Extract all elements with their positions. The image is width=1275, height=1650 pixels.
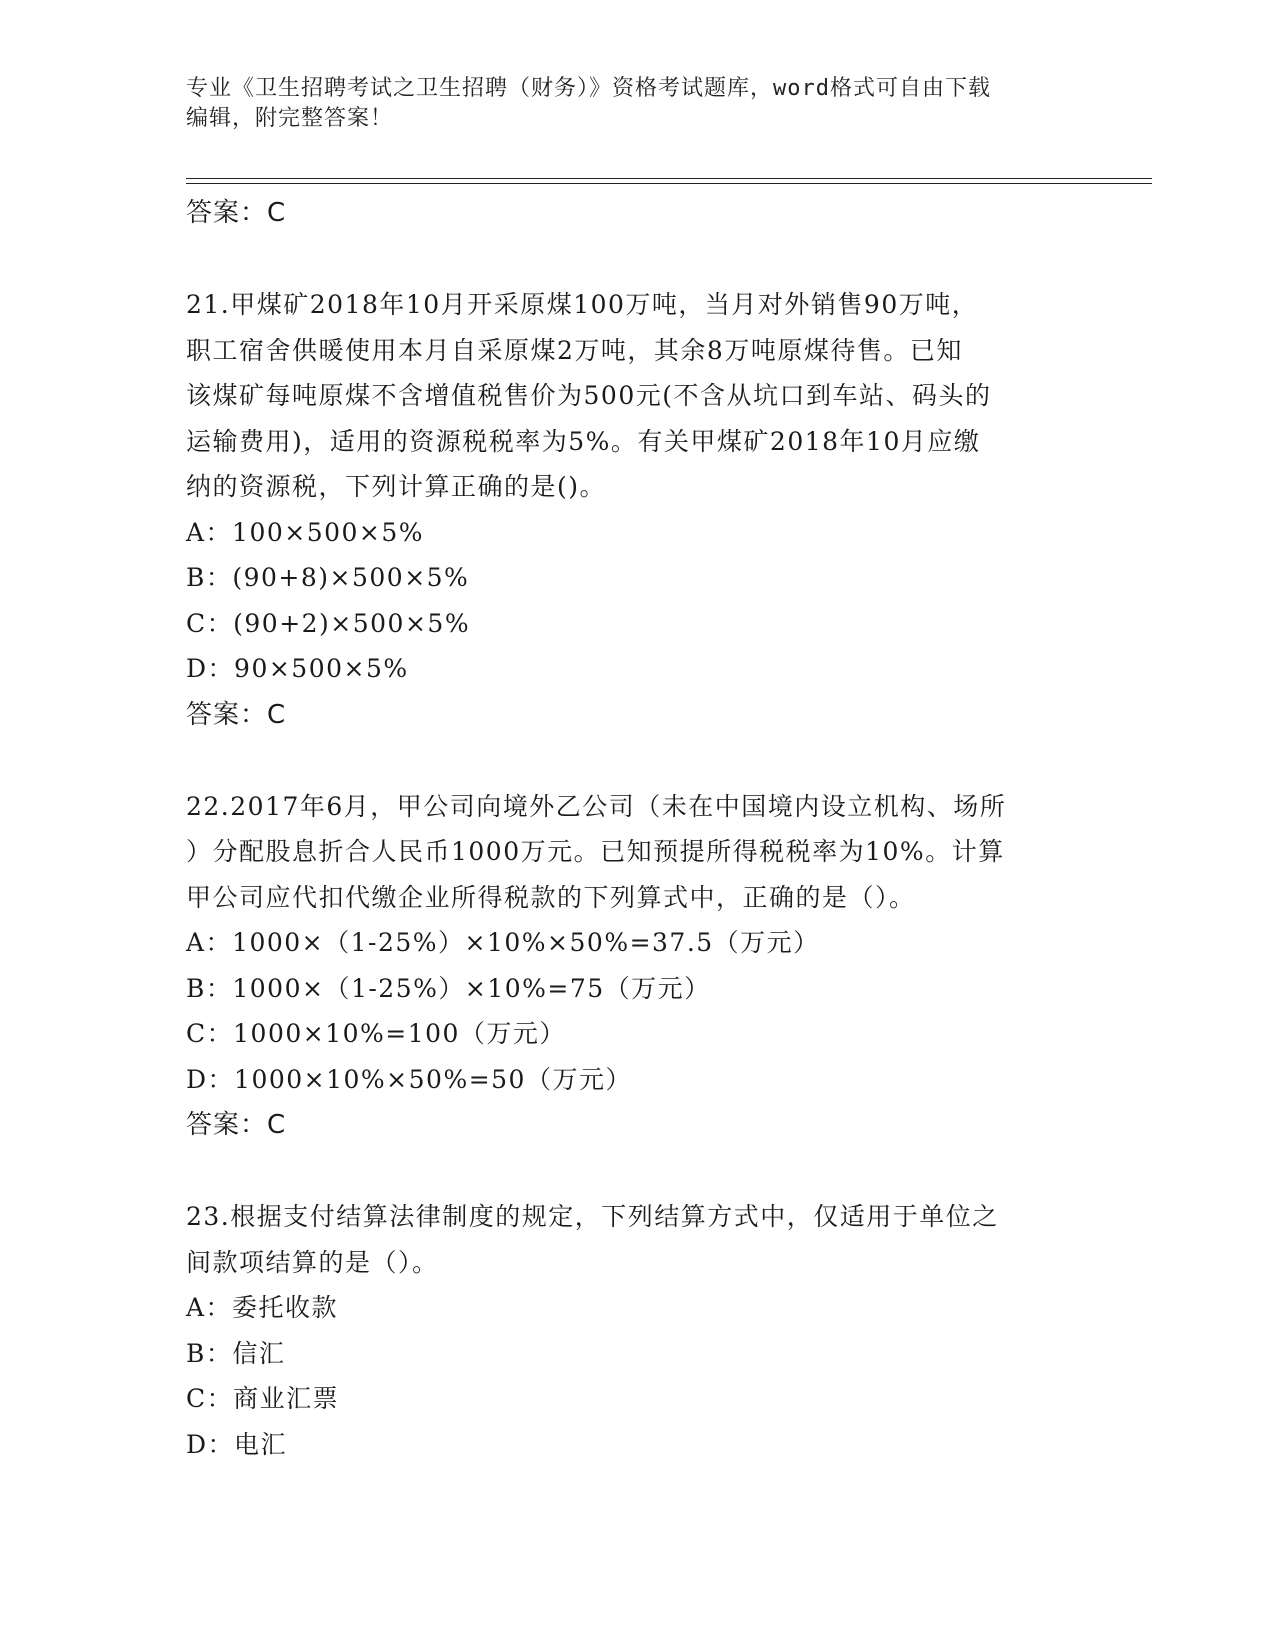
page-header [186, 74, 1066, 134]
question-text-line: 职工宿舍供暖使用本月自采原煤2万吨，其余8万吨原煤待售。已知 [186, 335, 963, 365]
question-text-line: 甲公司应代扣代缴企业所得税款的下列算式中，正确的是（）。 [186, 882, 916, 912]
question-21 [186, 282, 1086, 738]
question-text-line: 间款项结算的是（）。 [186, 1247, 439, 1277]
option-c: C：1000×10%=100（万元） [186, 1019, 566, 1048]
option-a: A：100×500×5% [186, 517, 425, 547]
option-b: B：信汇 [186, 1338, 286, 1368]
option-d: D：电汇 [186, 1429, 288, 1459]
question-text-line: 23.根据支付结算法律制度的规定，下列结算方式中，仅适用于单位之 [186, 1202, 999, 1231]
spacer [186, 1148, 1086, 1194]
option-a: A：委托收款 [186, 1293, 339, 1322]
answer-label: 答案：C [186, 699, 287, 730]
question-text-line: 21.甲煤矿2018年10月开采原煤100万吨，当月对外销售90万吨， [186, 290, 979, 319]
spacer [186, 236, 1086, 282]
question-22 [186, 784, 1086, 1149]
question-text-line: 运输费用)，适用的资源税税率为5%。有关甲煤矿2018年10月应缴 [186, 426, 981, 456]
answer-label: 答案：C [186, 1110, 287, 1140]
question-text-line: ）分配股息折合人民币1000万元。已知预提所得税税率为10%。计算 [186, 837, 1005, 866]
option-b: B：(90+8)×500×5% [186, 563, 470, 592]
header-line-1: 专业《卫生招聘考试之卫生招聘（财务）》资格考试题库，word格式可自由下载 [186, 76, 991, 101]
option-a: A：1000×（1-25%）×10%×50%=37.5（万元） [186, 928, 820, 957]
option-c: C：商业汇票 [186, 1384, 340, 1413]
question-text-line: 该煤矿每吨原煤不含增值税售价为500元(不含从坑口到车站、码头的 [186, 381, 992, 410]
option-d: D：90×500×5% [186, 654, 409, 683]
question-text-line: 纳的资源税，下列计算正确的是()。 [186, 472, 607, 501]
option-d: D：1000×10%×50%=50（万元） [186, 1064, 632, 1094]
option-b: B：1000×（1-25%）×10%=75（万元） [186, 973, 711, 1003]
header-divider-bottom [186, 183, 1152, 184]
header-divider-top [186, 178, 1152, 179]
question-23 [186, 1194, 1086, 1467]
answer-label: 答案：C [186, 198, 287, 228]
spacer [186, 738, 1086, 784]
question-text-line: 22.2017年6月，甲公司向境外乙公司（未在中国境内设立机构、场所 [186, 791, 1007, 821]
header-line-2: 编辑，附完整答案！ [186, 106, 394, 131]
option-c: C：(90+2)×500×5% [186, 608, 471, 638]
question-list [186, 190, 1086, 1467]
